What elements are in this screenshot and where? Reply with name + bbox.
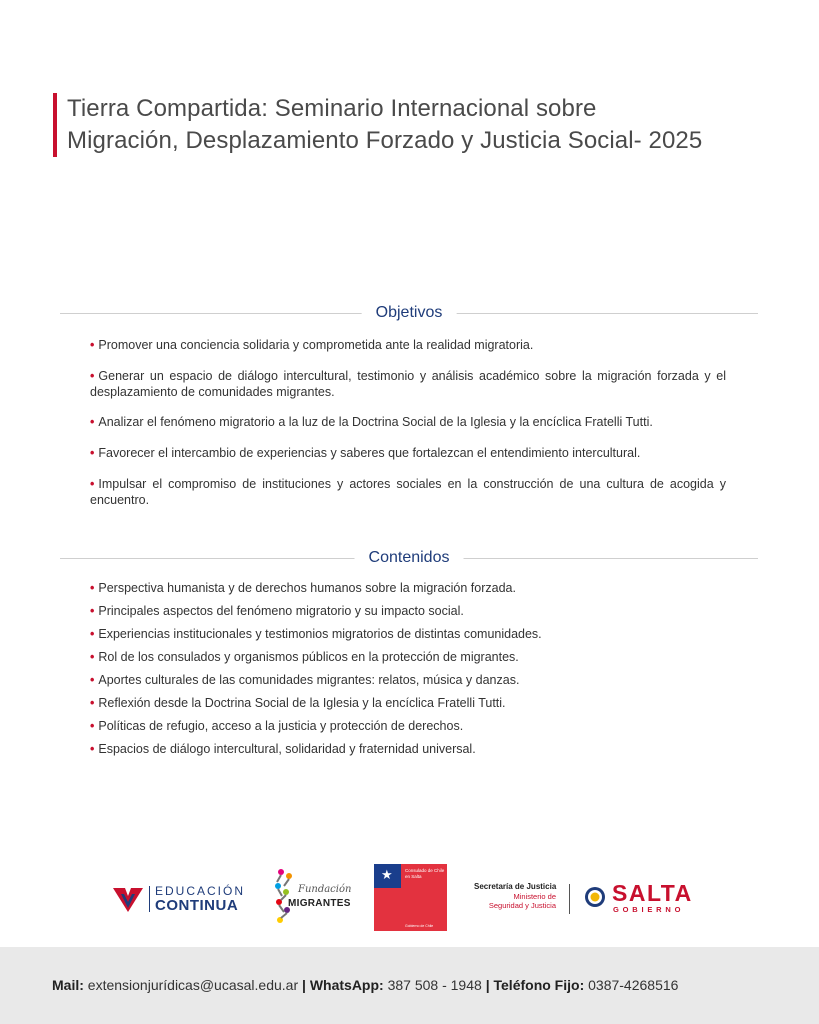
- logo-text: Seguridad y Justicia: [488, 901, 556, 910]
- bullet-icon: •: [90, 742, 95, 756]
- list-item: • Aportes culturales de las comunidades migrantes: relatos, música y danzas.: [90, 673, 520, 687]
- phone-label: Teléfono Fijo:: [493, 977, 585, 993]
- consulado-chile-logo: [374, 864, 447, 931]
- whatsapp-number[interactable]: 387 508 - 1948: [387, 977, 482, 993]
- divider: [569, 884, 570, 914]
- separator: |: [302, 977, 306, 993]
- contenidos-heading: [60, 548, 758, 568]
- bullet-icon: •: [90, 696, 95, 710]
- divider: [149, 886, 150, 912]
- star-icon: ★: [381, 867, 393, 882]
- bullet-icon: •: [90, 415, 95, 429]
- mail-label: Mail:: [52, 977, 84, 993]
- contenidos-list: [90, 580, 730, 764]
- title-line-2: Migración, Desplazamiento Forzado y Justicia Social- 2025: [67, 127, 703, 154]
- bullet-icon: •: [90, 627, 95, 641]
- flag-canton: [374, 864, 401, 888]
- educacion-continua-logo: [113, 882, 253, 916]
- logo-text: CONTINUA: [155, 897, 239, 914]
- people-icon: [272, 866, 298, 926]
- bullet-icon: •: [90, 650, 95, 664]
- list-item: • Espacios de diálogo intercultural, solidaridad y fraternidad universal.: [90, 742, 476, 756]
- bullet-icon: •: [90, 604, 95, 618]
- title-line-1: Tierra Compartida: Seminario Internacional sobre: [67, 95, 597, 122]
- bullet-icon: •: [90, 581, 95, 595]
- contenidos-heading-label: Contenidos: [355, 548, 464, 568]
- logo-text: Secretaría de Justicia: [474, 882, 557, 891]
- logo-text: Gobierno de Chile: [405, 924, 434, 928]
- list-item: • Generar un espacio de diálogo intercultural, testimonio y análisis académico sobre la migración forzada y el desplazamiento de comunidades migrantes.: [90, 369, 726, 399]
- list-item: • Analizar el fenómeno migratorio a la luz de la Doctrina Social de la Iglesia y la encíclica Fratelli Tutti.: [90, 415, 653, 429]
- bullet-icon: •: [90, 446, 95, 460]
- whatsapp-label: WhatsApp:: [309, 977, 384, 993]
- logo-text: Fundación: [298, 884, 352, 895]
- list-item: • Políticas de refugio, acceso a la justicia y protección de derechos.: [90, 719, 464, 733]
- list-item: • Reflexión desde la Doctrina Social de la Iglesia y la encíclica Fratelli Tutti.: [90, 696, 506, 710]
- list-item: • Perspectiva humanista y de derechos humanos sobre la migración forzada.: [90, 581, 516, 595]
- logo-text: SALTA: [612, 880, 693, 906]
- list-item: • Impulsar el compromiso de instituciones y actores sociales en la construcción de una cultura de acogida y encuentro.: [90, 477, 726, 507]
- objetivos-heading-label: Objetivos: [362, 303, 457, 323]
- ucasal-v-icon: [113, 884, 143, 914]
- page-title: [53, 93, 783, 157]
- logo-text: MIGRANTES: [288, 898, 351, 909]
- salta-emblem-icon: [584, 882, 606, 912]
- logo-text: EDUCACIÓN: [155, 884, 246, 898]
- salta-gobierno-logo: [584, 880, 700, 916]
- logo-text: Ministerio de: [513, 892, 556, 901]
- bullet-icon: •: [90, 719, 95, 733]
- list-item: • Principales aspectos del fenómeno migratorio y su impacto social.: [90, 604, 464, 618]
- secretaria-justicia-logo: [474, 882, 556, 916]
- separator: |: [485, 977, 490, 993]
- fundacion-migrantes-logo: [272, 866, 362, 928]
- phone-number[interactable]: 0387-4268516: [588, 977, 679, 993]
- bullet-icon: •: [90, 477, 95, 491]
- sponsor-logos: [0, 860, 819, 936]
- bullet-icon: •: [90, 369, 95, 383]
- list-item: • Promover una conciencia solidaria y comprometida ante la realidad migratoria.: [90, 338, 534, 352]
- list-item: • Experiencias institucionales y testimonios migratorios de distintas comunidades.: [90, 627, 542, 641]
- bullet-icon: •: [90, 673, 95, 687]
- contact-line: [52, 976, 678, 994]
- objetivos-list: [90, 337, 726, 523]
- contact-footer: [0, 947, 819, 1024]
- list-item: • Favorecer el intercambio de experiencias y saberes que fortalezcan el entendimiento intercultural.: [90, 446, 641, 460]
- bullet-icon: •: [90, 338, 95, 352]
- objetivos-heading: [60, 303, 758, 323]
- mail-link[interactable]: extensionjurídicas@ucasal.edu.ar: [87, 977, 299, 993]
- logo-text: GOBIERNO: [613, 905, 685, 914]
- logo-text: Consulado de Chile en Salta: [405, 868, 445, 879]
- list-item: • Rol de los consulados y organismos públicos en la protección de migrantes.: [90, 650, 519, 664]
